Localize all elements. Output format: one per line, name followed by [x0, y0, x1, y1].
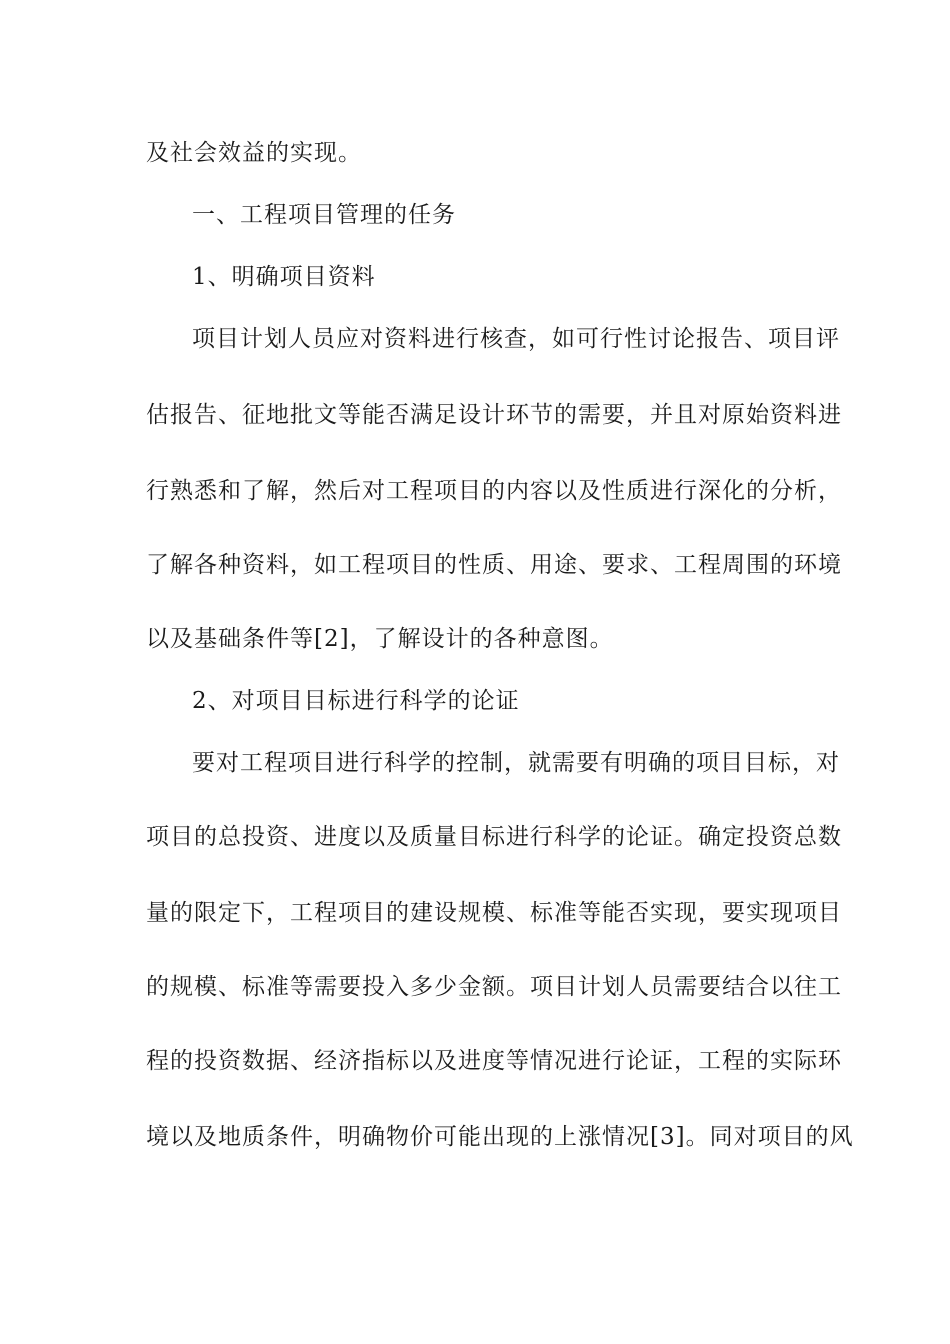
paragraph-1-line-1: 项目计划人员应对资料进行核查，如可行性讨论报告、项目评: [192, 326, 840, 352]
paragraph-2-line-5: 程的投资数据、经济指标以及进度等情况进行论证，工程的实际环: [146, 1048, 842, 1074]
paragraph-1-line-4: 了解各种资料，如工程项目的性质、用途、要求、工程周围的环境: [146, 552, 842, 578]
paragraph-2-line-1: 要对工程项目进行科学的控制，就需要有明确的项目目标，对: [192, 750, 840, 776]
paragraph-continuation-line: 及社会效益的实现。: [146, 140, 362, 166]
paragraph-1-line-3: 行熟悉和了解，然后对工程项目的内容以及性质进行深化的分析，: [146, 478, 842, 504]
paragraph-2-line-2: 项目的总投资、进度以及质量目标进行科学的论证。确定投资总数: [146, 824, 842, 850]
paragraph-1-line-2: 估报告、征地批文等能否满足设计环节的需要，并且对原始资料进: [146, 402, 842, 428]
paragraph-2-line-4: 的规模、标准等需要投入多少金额。项目计划人员需要结合以往工: [146, 974, 842, 1000]
paragraph-2-line-6: 境以及地质条件，明确物价可能出现的上涨情况[3]。同对项目的风: [146, 1124, 854, 1150]
paragraph-2-line-3: 量的限定下，工程项目的建设规模、标准等能否实现，要实现项目: [146, 900, 842, 926]
paragraph-1-line-5: 以及基础条件等[2]，了解设计的各种意图。: [146, 626, 614, 652]
subsection-heading-1: 1、明确项目资料: [192, 264, 376, 290]
subsection-heading-2: 2、对项目目标进行科学的论证: [192, 688, 520, 714]
section-heading: 一、工程项目管理的任务: [192, 202, 456, 228]
